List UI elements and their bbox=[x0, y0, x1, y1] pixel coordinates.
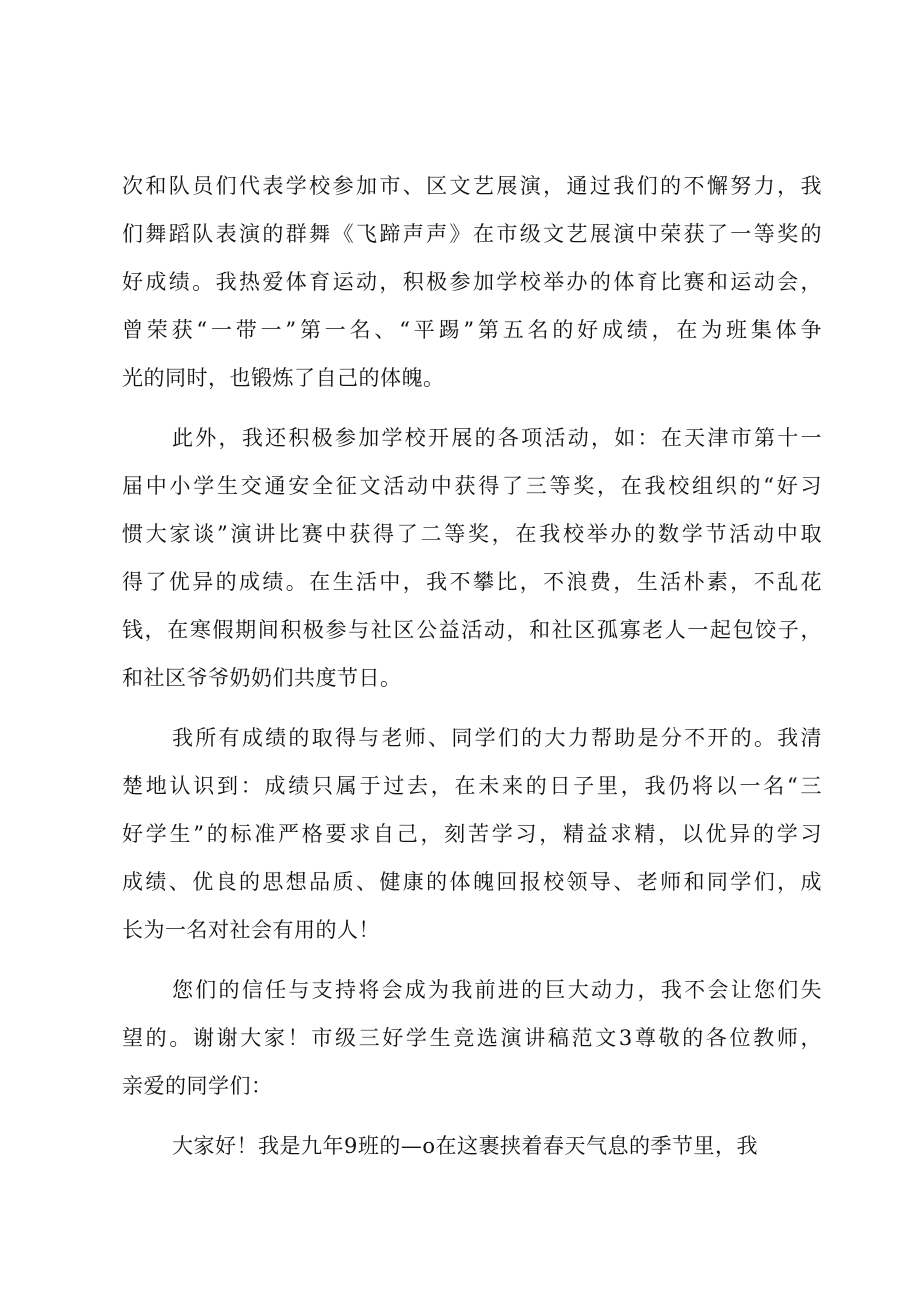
paragraph-gap bbox=[122, 954, 822, 966]
paragraph bbox=[122, 414, 822, 702]
text-line: 大家好！我是九年9班的—o在这裹挟着春天气息的季节里，我 bbox=[172, 1134, 759, 1158]
text-line: 成绩、优良的思想品质、健康的体魄回报校领导、老师和同学们，成 bbox=[122, 870, 822, 894]
text-line: 亲爱的同学们： bbox=[122, 1074, 273, 1098]
paragraph-gap bbox=[122, 1110, 822, 1122]
document-body bbox=[122, 162, 822, 1170]
text-line: 我所有成绩的取得与老师、同学们的大力帮助是分不开的。我清 bbox=[172, 726, 822, 750]
text-line: 望的。谢谢大家！市级三好学生竞选演讲稿范文3尊敬的各位教师， bbox=[122, 1026, 822, 1050]
text-line: 光的同时，也锻炼了自己的体魄。 bbox=[122, 366, 445, 390]
paragraph-gap bbox=[122, 402, 822, 414]
text-line: 此外，我还积极参加学校开展的各项活动，如：在天津市第十一 bbox=[172, 426, 822, 450]
text-line: 好成绩。我热爱体育运动，积极参加学校举办的体育比赛和运动会， bbox=[122, 270, 822, 294]
paragraph bbox=[122, 966, 822, 1110]
text-line: 们舞蹈队表演的群舞《飞蹄声声》在市级文艺展演中荣获了一等奖的 bbox=[122, 222, 822, 246]
text-line: 得了优异的成绩。在生活中，我不攀比，不浪费，生活朴素，不乱花 bbox=[122, 570, 822, 594]
text-line: 钱，在寒假期间积极参与社区公益活动，和社区孤寡老人一起包饺子， bbox=[122, 618, 822, 642]
text-line: 曾荣获“一带一”第一名、“平踢”第五名的好成绩，在为班集体争 bbox=[122, 318, 822, 342]
paragraph bbox=[122, 714, 822, 954]
paragraph bbox=[122, 162, 822, 402]
paragraph bbox=[122, 1122, 822, 1170]
text-line: 惯大家谈”演讲比赛中获得了二等奖，在我校举办的数学节活动中取 bbox=[122, 522, 822, 546]
text-line: 和社区爷爷奶奶们共度节日。 bbox=[122, 666, 402, 690]
paragraph-gap bbox=[122, 702, 822, 714]
text-line: 好学生”的标准严格要求自己，刻苦学习，精益求精，以优异的学习 bbox=[122, 822, 822, 846]
text-line: 长为一名对社会有用的人！ bbox=[122, 918, 380, 942]
text-line: 楚地认识到：成绩只属于过去，在未来的日子里，我仍将以一名“三 bbox=[122, 774, 822, 798]
text-line: 您们的信任与支持将会成为我前进的巨大动力，我不会让您们失 bbox=[172, 978, 822, 1002]
text-line: 次和队员们代表学校参加市、区文艺展演，通过我们的不懈努力，我 bbox=[122, 174, 822, 198]
text-line: 届中小学生交通安全征文活动中获得了三等奖，在我校组织的“好习 bbox=[122, 474, 822, 498]
